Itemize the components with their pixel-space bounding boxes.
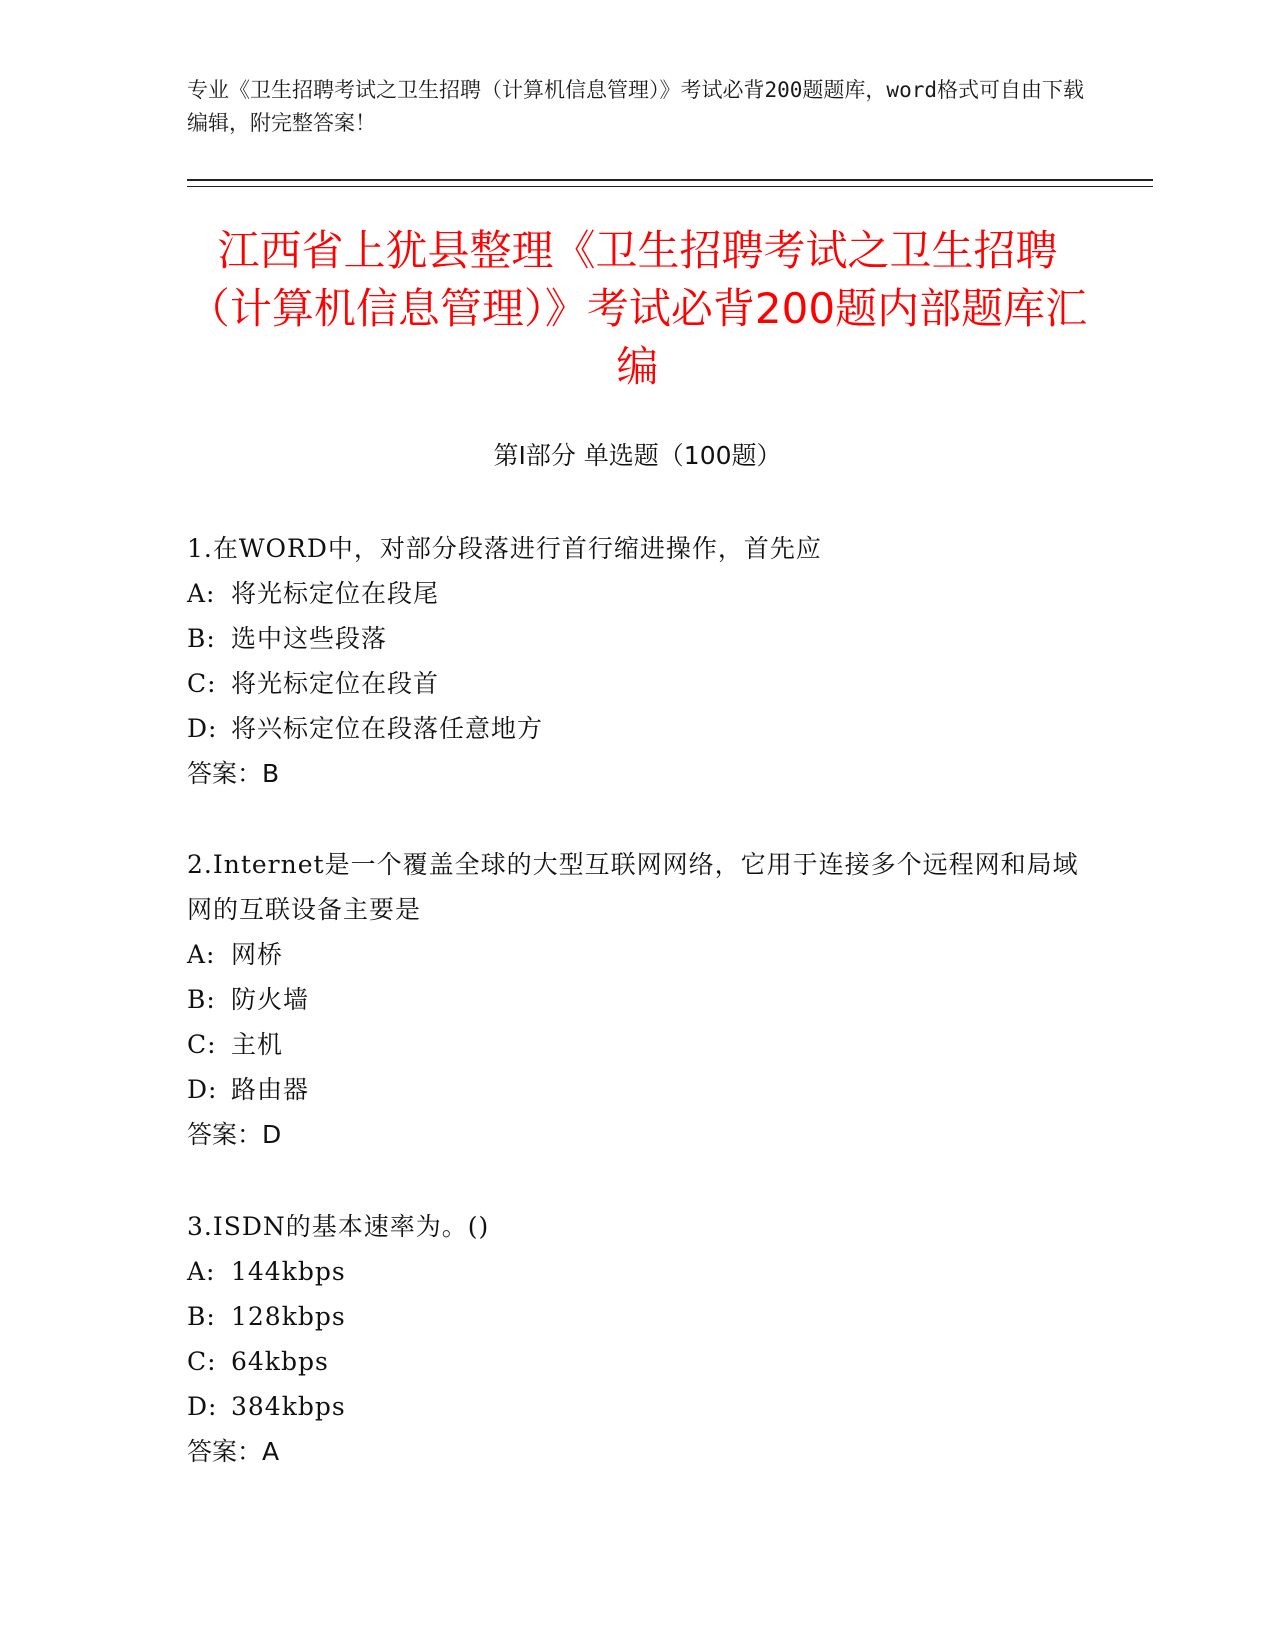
option-key: B:	[187, 1302, 216, 1331]
option-key: A:	[187, 579, 216, 608]
option-key: B:	[187, 985, 216, 1014]
option-text: 144kbps	[231, 1257, 346, 1286]
header-rule-thin	[187, 186, 1153, 187]
document-title: 江西省上犹县整理《卫生招聘考试之卫生招聘（计算机信息管理）》考试必背200题内部题库汇编	[187, 226, 1088, 391]
option-key: B:	[187, 624, 216, 653]
option-d	[187, 706, 1087, 751]
section-title: 第Ⅰ部分 单选题（100题）	[493, 441, 782, 470]
option-text: 将兴标定位在段落任意地方	[231, 714, 544, 743]
option-key: A:	[187, 940, 216, 969]
option-text: 384kbps	[231, 1392, 346, 1421]
option-a	[187, 1249, 1087, 1294]
answer: 答案：A	[187, 1437, 280, 1466]
option-d	[187, 1067, 1087, 1112]
option-key: D:	[187, 1392, 218, 1421]
option-text: 64kbps	[231, 1347, 329, 1376]
option-text: 路由器	[231, 1075, 310, 1104]
option-text: 选中这些段落	[231, 624, 388, 653]
option-a	[187, 571, 1087, 616]
option-c	[187, 1339, 1087, 1384]
option-c	[187, 661, 1087, 706]
option-key: C:	[187, 669, 217, 698]
question-1	[187, 526, 1087, 796]
option-b	[187, 1294, 1087, 1339]
option-b	[187, 616, 1087, 661]
option-key: C:	[187, 1030, 217, 1059]
option-a	[187, 932, 1087, 977]
option-text: 128kbps	[231, 1302, 346, 1331]
question-3	[187, 1204, 1087, 1474]
option-text: 将光标定位在段尾	[231, 579, 440, 608]
option-key: D:	[187, 1075, 218, 1104]
header-rule-thick	[187, 179, 1153, 181]
option-text: 将光标定位在段首	[231, 669, 440, 698]
header-note: 专业《卫生招聘考试之卫生招聘（计算机信息管理）》考试必背200题题库，word格式可自由下载编辑，附完整答案！	[187, 78, 1084, 135]
answer: 答案：D	[187, 1120, 282, 1149]
question-stem: 3.ISDN的基本速率为。()	[187, 1212, 490, 1241]
answer: 答案：B	[187, 759, 280, 788]
question-stem: 1.在WORD中，对部分段落进行首行缩进操作，首先应	[187, 534, 822, 563]
option-key: D:	[187, 714, 218, 743]
option-c	[187, 1022, 1087, 1067]
option-text: 防火墙	[231, 985, 310, 1014]
question-2	[187, 842, 1087, 1157]
option-key: A:	[187, 1257, 216, 1286]
option-text: 网桥	[231, 940, 284, 969]
question-stem: 2.Internet是一个覆盖全球的大型互联网网络，它用于连接多个远程网和局域网的互联设备主要是	[187, 850, 1079, 924]
option-key: C:	[187, 1347, 217, 1376]
option-text: 主机	[231, 1030, 284, 1059]
option-b	[187, 977, 1087, 1022]
option-d	[187, 1384, 1087, 1429]
